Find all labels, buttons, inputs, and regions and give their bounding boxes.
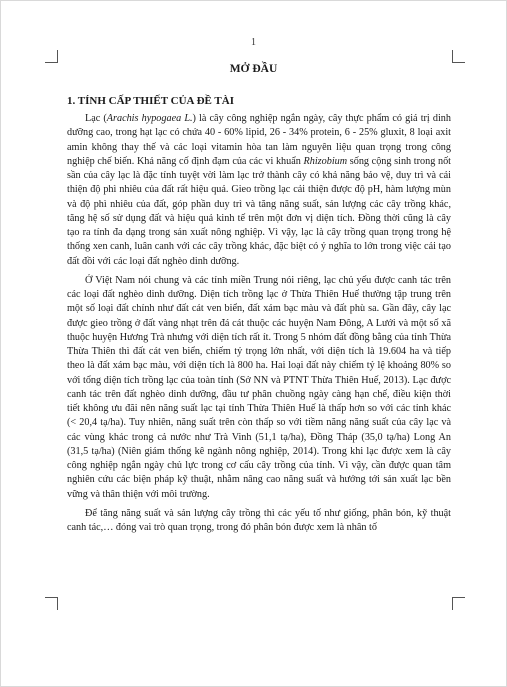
page-title: MỞ ĐẦU: [229, 63, 278, 75]
crop-mark-top-right: [452, 50, 465, 63]
page-number: 1: [251, 37, 256, 48]
rhizobium-name: Rhizobium: [303, 155, 348, 167]
paragraph-1-mid: ) là cây công nghiệp ngắn ngày, cây thực phẩm có giá trị dinh dưỡng cao, trong hạt lạc có chứa 40 - 60% lipid, 26 - 34% protein, 6 - 25% gluxit, 8 loại axit amin không thay thế và các loại vitamin hòa tan làm nguyên liệu quan trọng trong công nghiệp chế biến. Khả năng cố định đạm của các vi khuẩn: [67, 113, 451, 167]
crop-mark-bottom-right: [452, 597, 465, 610]
paragraph-2: Ở Việt Nam nói chung và các tỉnh miền Trung nói riêng, lạc chủ yếu được canh tác trên các loại đất nghèo dinh dưỡng. Diện tích trồng lạc ở Thừa Thiên Huế thường tập trung trên một số loại đất chính như đất cát ven biển, đất xám bạc màu và đất phù sa. Gần đây, cây lạc được gieo trồng ở đất vàng nhạt trên đá cát thuộc các huyện Nam Đông, A Lưới và một số xã thuộc huyện Hương Trà nhưng với diện tích rất ít. Trong 5 nhóm đất đồng bằng của tỉnh Thừa Thừa Thiên thì đất cát ven biển, chiếm tỷ trọng lớn nhất, với diện tích là 19.604 ha và tiếp theo là đất xám bạc màu, với diện tích là 800 ha. Hai loại đất này chiếm tỷ lệ khoảng 80% so với tổng diện tích trồng lạc của toàn tỉnh (Sở NN và PTNT Thừa Thiên Huế, 2013). Lạc được canh tác trên đất nghèo dinh dưỡng, đầu tư phân chuồng ngày càng hạn chế, điều kiện thời tiết không ưu đãi nên năng suất lạc tại tỉnh Thừa Thiên Huế là thấp hơn so với các tỉnh khác (< 20,4 tạ/ha). Tuy nhiên, năng suất trên còn thấp so với tiềm năng năng suất của cây lạc và các vùng khác trong cả nước như Trà Vinh (51,1 tạ/ha), Đồng Tháp (35,0 tạ/ha) Long An (31,5 tạ/ha) (Niên giám thống kê ngành nông nghiệp, 2014). Trong khi lạc được xem là cây công nghiệp ngắn ngày chủ lực trong cơ cấu cây trồng của tỉnh. Vì vậy, cần được quan tâm nghiên cứu các biện pháp kỹ thuật, nhằm nâng cao năng suất và hướng tới sản xuất lạc bền vững và thân thiện với môi trường.: [67, 274, 451, 500]
page-border-top: [0, 0, 507, 1]
section-heading: 1. TÍNH CẤP THIẾT CỦA ĐỀ TÀI: [67, 95, 234, 107]
paragraph-1-lead: Lạc (: [85, 113, 107, 124]
paragraph-1: [67, 112, 451, 269]
crop-mark-top-left: [45, 50, 58, 63]
page-border-left: [0, 0, 1, 687]
body-text: [67, 112, 451, 540]
paragraph-3: Để tăng năng suất và sản lượng cây trồng thì các yếu tố như giống, phân bón, kỹ thuật canh tác,… đóng vai trò quan trọng, trong đó phân bón được xem là nhân tố: [67, 507, 451, 533]
crop-mark-bottom-left: [45, 597, 58, 610]
paragraph-1-tail: sống cộng sinh trong nốt sần của cây lạc là đặc tính tuyệt vời làm lạc trở thành cây có khả năng bảo vệ, duy trì và cải thiện độ phì nhiêu của đất rất hiệu quả. Gieo trồng lạc cải thiện được độ pH, hàm lượng mùn và độ phì nhiêu của đất, góp phần duy trì và tăng năng suất, sản lượng các cây trồng khác, tăng hệ số sử dụng đất và hiệu quả kinh tế trên một đơn vị diện tích. Đồng thời cũng là cây tạo ra tính đa dạng trong sản xuất nông nghiệp. Vì vậy, lạc là cây trồng quan trọng trong hệ thống xen canh, luân canh với các cây trồng khác, đặc biệt có ý nghĩa to lớn trong việc cải tạo đất đồi với các loại đất nghèo dinh dưỡng.: [67, 155, 451, 267]
scientific-name: Arachis hypogaea L.: [106, 113, 193, 124]
